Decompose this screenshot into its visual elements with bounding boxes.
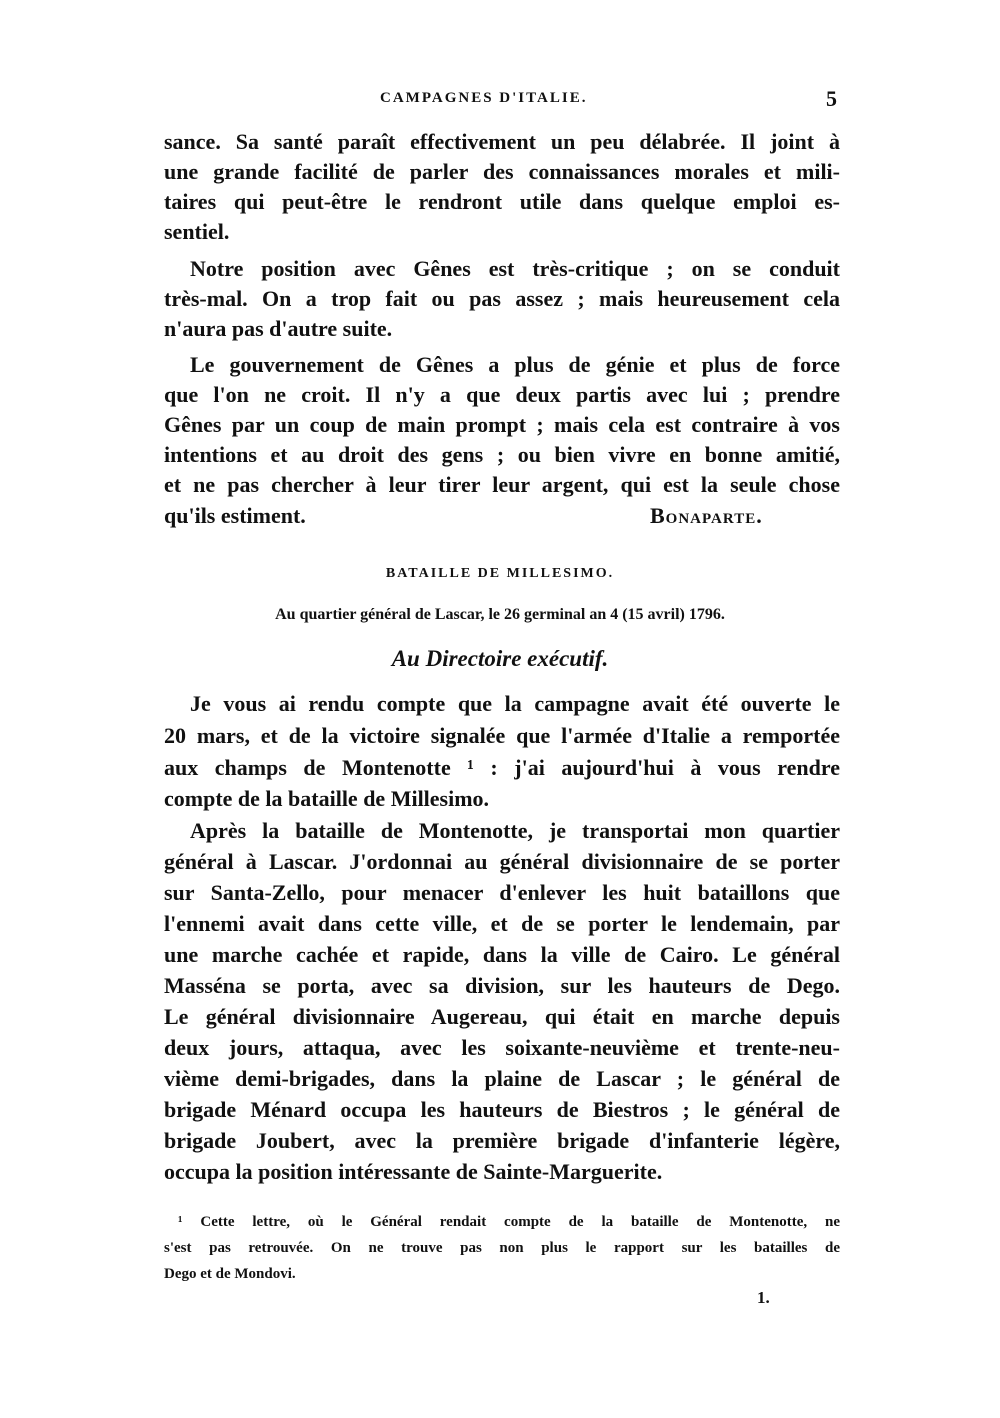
text-line: l'ennemi avait dans cette ville, et de se porter le lendemain, par [164, 911, 840, 936]
addressee: Au Directoire exécutif. [391, 646, 609, 671]
text-line: général à Lascar. J'ordonnai au général divisionnaire de se porter [164, 849, 840, 874]
running-head: CAMPAGNES D'ITALIE. [380, 90, 588, 106]
text-line: Gênes par un coup de main prompt ; mais cela est contraire à vos [164, 412, 840, 437]
text-line: taires qui peut-être le rendront utile dans quelque emploi es- [164, 189, 840, 214]
text-line: Je vous ai rendu compte que la campagne avait été ouverte le [190, 691, 840, 716]
footnote-line: Dego et de Mondovi. [164, 1266, 296, 1282]
text-line: deux jours, attaqua, avec les soixante-neuvième et trente-neu- [164, 1035, 840, 1060]
text-line: brigade Joubert, avec la première brigade d'infanterie légère, [164, 1128, 840, 1153]
text-line: aux champs de Montenotte ¹ : j'ai aujourd'hui à vous rendre [164, 755, 840, 780]
text-line: Le gouvernement de Gênes a plus de génie et plus de force [190, 352, 840, 377]
text-line: 20 mars, et de la victoire signalée que l'armée d'Italie a remportée [164, 723, 840, 748]
text-line: Masséna se porta, avec sa division, sur les hauteurs de Dego. [164, 973, 840, 998]
dateline: Au quartier général de Lascar, le 26 germinal an 4 (15 avril) 1796. [275, 606, 725, 623]
text-line: et ne pas chercher à leur tirer leur argent, qui est la seule chose [164, 472, 840, 497]
text-line: une grande facilité de parler des connaissances morales et mili- [164, 159, 840, 184]
text-line: occupa la position intéressante de Sainte-Marguerite. [164, 1159, 663, 1184]
text-line: que l'on ne croit. Il n'y a que deux partis avec lui ; prendre [164, 382, 840, 407]
text-line: sance. Sa santé paraît effectivement un peu délabrée. Il joint à [164, 129, 840, 154]
text-line: Après la bataille de Montenotte, je transportai mon quartier [190, 818, 840, 843]
text-line: brigade Ménard occupa les hauteurs de Biestros ; le général de [164, 1097, 840, 1122]
closing-line [164, 502, 840, 530]
text-line: compte de la bataille de Millesimo. [164, 786, 490, 811]
text-line: Le général divisionnaire Augereau, qui était en marche depuis [164, 1004, 840, 1029]
footnote-line: s'est pas retrouvée. On ne trouve pas non plus le rapport sur les batailles de [164, 1240, 840, 1256]
signature: Bonaparte. [650, 503, 763, 528]
text-line: qu'ils estiment. [164, 503, 306, 528]
text-line: une marche cachée et rapide, dans la ville de Cairo. Le général [164, 942, 840, 967]
text-line: très-mal. On a trop fait ou pas assez ; mais heureusement cela [164, 286, 840, 311]
footnote-line: ¹ Cette lettre, où le Général rendait compte de la bataille de Montenotte, ne [178, 1214, 840, 1230]
section-title: BATAILLE DE MILLESIMO. [385, 566, 615, 581]
page-number: 5 [826, 86, 837, 111]
text-line: intentions et au droit des gens ; ou bien vivre en bonne amitié, [164, 442, 840, 467]
signature-mark: 1. [757, 1288, 770, 1307]
text-line: sentiel. [164, 219, 230, 244]
text-line: Notre position avec Gênes est très-critique ; on se conduit [190, 256, 840, 281]
text-line: n'aura pas d'autre suite. [164, 316, 393, 341]
text-line: sur Santa-Zello, pour menacer d'enlever les huit bataillons que [164, 880, 840, 905]
text-line: vième demi-brigades, dans la plaine de Lascar ; le général de [164, 1066, 840, 1091]
